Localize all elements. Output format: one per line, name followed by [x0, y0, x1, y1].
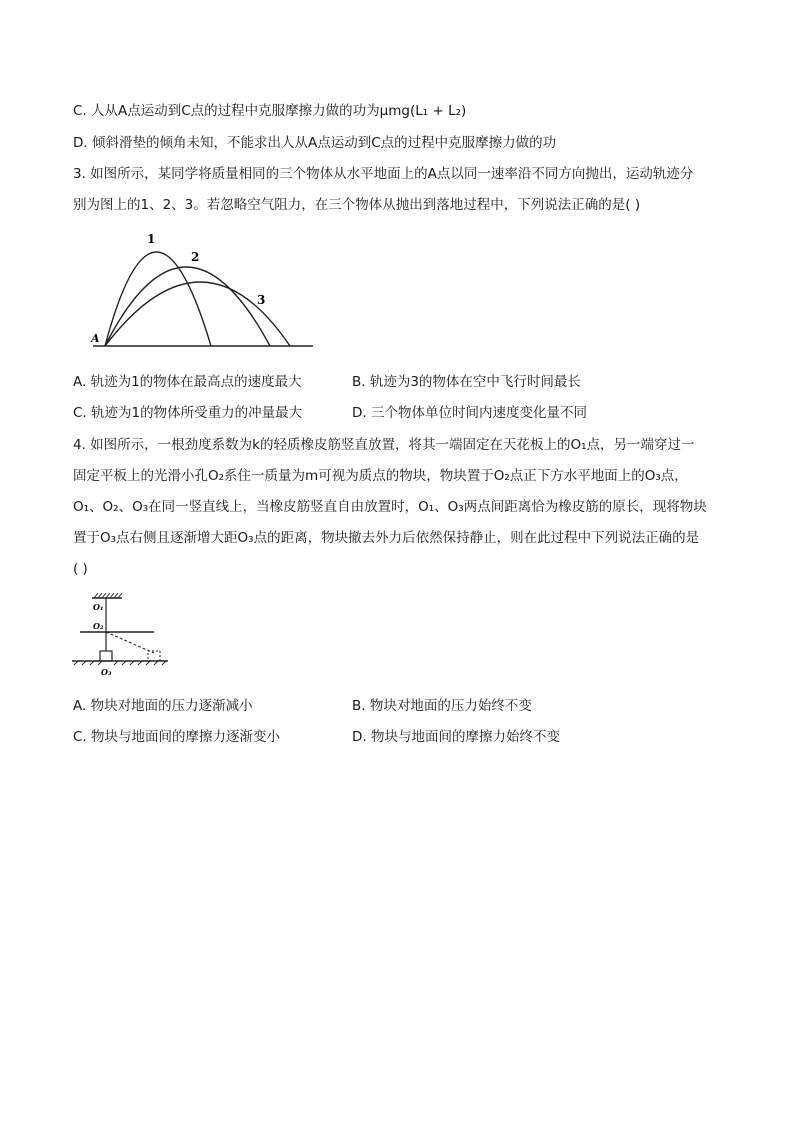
q3-stem-line-1: 3. 如图所示，某同学将质量相同的三个物体从水平地面上的A点以同一速率沿不同方向抛出，运动轨迹分	[73, 166, 694, 182]
label-o2: O₂	[93, 621, 104, 631]
label-o1: O₁	[93, 602, 104, 612]
stretched-band-dashed	[106, 632, 154, 653]
q4-spring-figure	[70, 593, 170, 683]
trajectory-1	[105, 252, 211, 346]
q3-option-b: B. 轨迹为3的物体在空中飞行时间最长	[352, 374, 581, 390]
q3-option-d: D. 三个物体单位时间内速度变化量不同	[352, 405, 587, 421]
trajectory-3	[105, 282, 290, 346]
label-point-a: A	[91, 332, 100, 345]
q4-stem-line-4: 置于O₃点右侧且逐渐增大距O₃点的距离，物块撤去外力后依然保持静止，则在此过程中下列说法正确的是	[73, 530, 700, 546]
q4-option-d: D. 物块与地面间的摩擦力始终不变	[352, 729, 560, 745]
q4-stem-line-3: O₁、O₂、O₃在同一竖直线上，当橡皮筋竖直自由放置时，O₁、O₃两点间距离恰为橡皮筋的原长，现将物块	[73, 499, 707, 515]
q4-stem-line-1: 4. 如图所示，一根劲度系数为k的轻质橡皮筋竖直放置，将其一端固定在天花板上的O₁点，另一端穿过一	[73, 437, 695, 453]
trajectory-2	[105, 267, 270, 346]
q4-option-a: A. 物块对地面的压力逐渐减小	[73, 698, 253, 714]
q4-option-c: C. 物块与地面间的摩擦力逐渐变小	[73, 729, 281, 745]
block	[100, 651, 112, 661]
label-trajectory-1: 1	[147, 232, 156, 246]
q3-trajectory-figure	[85, 228, 320, 353]
ceiling-hatch	[94, 593, 122, 598]
q2-option-d: D. 倾斜滑垫的倾角未知，不能求出人从A点运动到C点的过程中克服摩擦力做的功	[73, 135, 557, 151]
q3-stem-line-2: 别为图上的1、2、3。若忽略空气阻力，在三个物体从抛出到落地过程中，下列说法正确的是( )	[73, 197, 641, 213]
q3-option-c: C. 轨迹为1的物体所受重力的冲量最大	[73, 405, 303, 421]
label-trajectory-3: 3	[257, 293, 266, 307]
q4-option-b: B. 物块对地面的压力始终不变	[352, 698, 532, 714]
q3-option-a: A. 轨迹为1的物体在最高点的速度最大	[73, 374, 302, 390]
q2-option-c: C. 人从A点运动到C点的过程中克服摩擦力做的功为μmg(L₁ + L₂)	[73, 103, 467, 119]
q4-stem-line-5: ( )	[73, 561, 88, 577]
q4-stem-line-2: 固定平板上的光滑小孔O₂系住一质量为m可视为质点的物块，物块置于O₂点正下方水平地面上的O₃点，	[73, 468, 688, 484]
label-o3: O₃	[101, 667, 112, 677]
label-trajectory-2: 2	[191, 250, 200, 264]
